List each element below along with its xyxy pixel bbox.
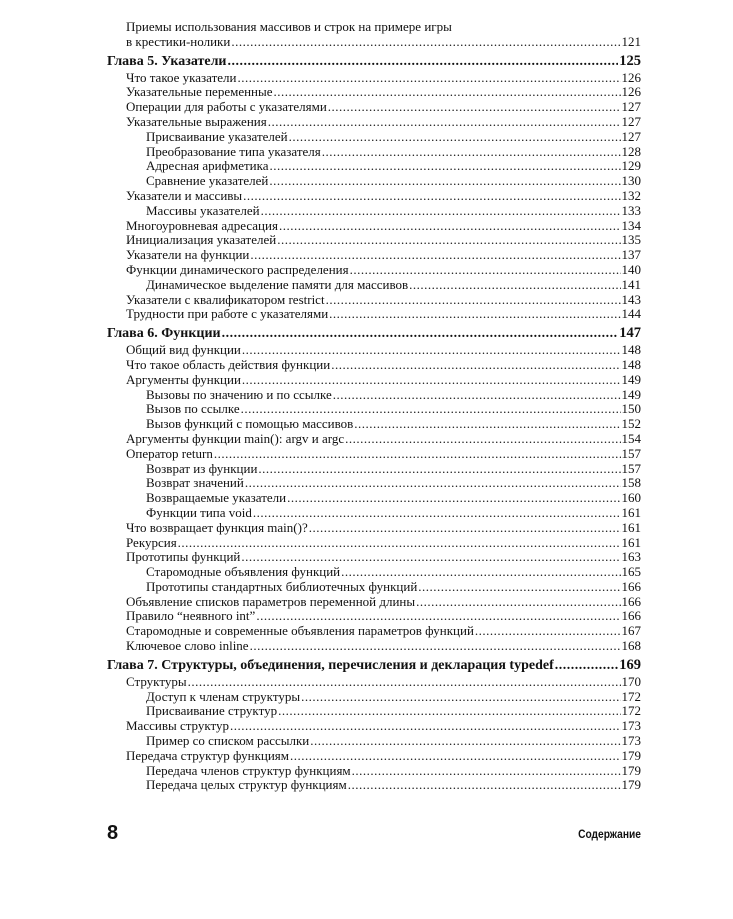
dot-leader xyxy=(258,462,620,477)
toc-entry-title: Указатели с квалификатором restrict xyxy=(126,291,325,307)
toc-entry xyxy=(107,85,641,100)
toc-entry-title: Возврат значений xyxy=(146,475,244,491)
toc-entry-title: Оператор return xyxy=(126,445,213,461)
dot-leader xyxy=(290,749,620,764)
dot-leader xyxy=(241,402,621,417)
toc-page-number: 161 xyxy=(621,519,641,535)
toc-page-number: 129 xyxy=(621,158,641,174)
dot-leader xyxy=(261,204,621,219)
toc-page-number: 172 xyxy=(621,703,641,719)
page-number: 8 xyxy=(107,822,119,844)
toc-page-number: 179 xyxy=(621,777,641,793)
toc-page-number: 148 xyxy=(621,342,641,358)
toc-entry-title: Передача целых структур функциям xyxy=(146,777,347,793)
toc-page-number: 144 xyxy=(621,306,641,322)
dot-leader xyxy=(270,159,621,174)
dot-leader xyxy=(214,447,621,462)
dot-leader xyxy=(230,719,620,734)
dot-leader xyxy=(301,690,620,705)
toc-entry xyxy=(107,521,641,536)
toc-entry xyxy=(107,373,641,388)
toc-page-number: 127 xyxy=(621,113,641,129)
toc-page-number: 158 xyxy=(621,475,641,491)
dot-leader xyxy=(352,764,621,779)
toc-entry-title: Глава 5. Указатели xyxy=(107,53,227,69)
toc-entry xyxy=(107,624,641,639)
toc-entry-title: Операции для работы с указателями xyxy=(126,99,327,115)
toc-entry-title: Общий вид функции xyxy=(126,342,241,358)
toc-page-number: 163 xyxy=(621,549,641,565)
toc-entry xyxy=(107,476,641,491)
toc-page-number: 154 xyxy=(621,430,641,446)
toc-page-number: 173 xyxy=(621,733,641,749)
toc-entry xyxy=(107,358,641,373)
toc-entry xyxy=(107,307,641,322)
toc-entry-title: Вызов функций с помощью массивов xyxy=(146,416,354,432)
toc-entry xyxy=(107,100,641,115)
toc-page-number: 157 xyxy=(621,460,641,476)
toc-entry-title: Передача структур функциям xyxy=(126,747,290,763)
dot-leader xyxy=(245,476,621,491)
toc-entry-title: Трудности при работе с указателями xyxy=(126,306,329,322)
toc-entry xyxy=(107,749,641,764)
toc-entry-title: Старомодные объявления функций xyxy=(146,564,341,580)
toc-entry xyxy=(107,293,641,308)
dot-leader xyxy=(555,657,618,674)
toc-page-number: 127 xyxy=(621,99,641,115)
toc-entry-title: Доступ к членам структуры xyxy=(146,688,301,704)
dot-leader xyxy=(289,130,621,145)
toc-entry-title: Функции динамического распределения xyxy=(126,261,349,277)
toc-entry xyxy=(107,764,641,779)
dot-leader xyxy=(274,85,621,100)
dot-leader xyxy=(354,417,620,432)
toc-page-number: 147 xyxy=(619,325,641,342)
dot-leader xyxy=(278,704,620,719)
toc-entry-title: Указатели на функции xyxy=(126,247,250,263)
toc-page-number: 169 xyxy=(619,656,641,673)
toc-page-number: 150 xyxy=(621,401,641,417)
toc-entry-title-line: Приемы использования массивов и строк на примере игры xyxy=(126,19,452,34)
toc-entry xyxy=(107,432,641,447)
toc-entry xyxy=(107,506,641,521)
toc-entry-title: Объявление списков параметров переменной длины xyxy=(126,593,416,609)
dot-leader xyxy=(287,491,620,506)
toc-page-number: 126 xyxy=(621,84,641,100)
dot-leader xyxy=(269,174,620,189)
toc-entry-title: Что возвращает функция main()? xyxy=(126,519,308,535)
toc-page-number: 126 xyxy=(621,69,641,85)
toc-chapter-entry xyxy=(107,53,641,70)
toc-page-number: 149 xyxy=(621,386,641,402)
toc-entry xyxy=(107,690,641,705)
dot-leader xyxy=(241,550,620,565)
toc-entry-title: Указательные выражения xyxy=(126,113,267,129)
toc-page-number: 121 xyxy=(621,33,641,49)
toc-page-number: 152 xyxy=(621,416,641,432)
dot-leader xyxy=(178,536,621,551)
toc-entry-title: Массивы структур xyxy=(126,718,230,734)
toc-entry-title: Инициализация указателей xyxy=(126,232,277,248)
dot-leader xyxy=(416,595,620,610)
toc-page-number: 134 xyxy=(621,217,641,233)
toc-page-number: 133 xyxy=(621,202,641,218)
toc-entry-title: Вызов по ссылке xyxy=(146,401,240,417)
toc-entry xyxy=(107,447,641,462)
toc-page-number: 167 xyxy=(621,623,641,639)
toc-entry xyxy=(107,462,641,477)
toc-entry-title: Что такое область действия функции xyxy=(126,356,331,372)
toc-page-number: 143 xyxy=(621,291,641,307)
dot-leader xyxy=(238,71,621,86)
dot-leader xyxy=(350,263,621,278)
toc-page-number: 127 xyxy=(621,128,641,144)
toc-entry xyxy=(107,278,641,293)
dot-leader xyxy=(222,325,619,342)
dot-leader xyxy=(256,609,620,624)
toc-page-number: 166 xyxy=(621,593,641,609)
toc-entry xyxy=(107,417,641,432)
toc-entry-title: Функции типа void xyxy=(146,504,252,520)
toc-page-number: 166 xyxy=(621,608,641,624)
toc-entry-title: Динамическое выделение памяти для массивов xyxy=(146,276,409,292)
toc-entry xyxy=(107,248,641,263)
dot-leader xyxy=(250,639,621,654)
toc-page-number: 172 xyxy=(621,688,641,704)
toc-page-number: 170 xyxy=(621,673,641,689)
toc-entry xyxy=(107,130,641,145)
toc-page-number: 148 xyxy=(621,356,641,372)
dot-leader xyxy=(310,734,620,749)
dot-leader xyxy=(326,293,621,308)
table-of-contents xyxy=(107,20,641,793)
toc-page-number: 132 xyxy=(621,187,641,203)
running-footer-title: Содержание xyxy=(578,827,641,841)
toc-entry xyxy=(107,704,641,719)
toc-entry-title: Возврат из функции xyxy=(146,460,258,476)
toc-entry xyxy=(107,536,641,551)
toc-entry xyxy=(107,145,641,160)
toc-page-number: 166 xyxy=(621,578,641,594)
dot-leader xyxy=(268,115,621,130)
dot-leader xyxy=(333,388,621,403)
dot-leader xyxy=(409,278,620,293)
toc-chapter-entry xyxy=(107,657,641,674)
toc-page-number: 130 xyxy=(621,173,641,189)
dot-leader xyxy=(243,189,620,204)
toc-entry-title: Аргументы функции xyxy=(126,371,241,387)
toc-entry xyxy=(107,550,641,565)
toc-entry xyxy=(107,639,641,654)
dot-leader xyxy=(242,343,621,358)
toc-entry-title: Рекурсия xyxy=(126,534,177,550)
toc-page-number: 135 xyxy=(621,232,641,248)
toc-entry-title: Возвращаемые указатели xyxy=(146,490,287,506)
dot-leader xyxy=(475,624,621,639)
toc-page-number: 157 xyxy=(621,445,641,461)
toc-page-number: 161 xyxy=(621,534,641,550)
toc-entry-title: Прототипы функций xyxy=(126,549,241,565)
dot-leader xyxy=(231,35,620,50)
toc-page-number: 160 xyxy=(621,490,641,506)
toc-page-number: 165 xyxy=(621,564,641,580)
toc-entry-title: Массивы указателей xyxy=(146,202,260,218)
toc-entry xyxy=(107,174,641,189)
toc-entry xyxy=(107,219,641,234)
toc-entry-title: Присваивание указателей xyxy=(146,128,288,144)
toc-entry-title: Указатели и массивы xyxy=(126,187,243,203)
toc-entry-title: Сравнение указателей xyxy=(146,173,269,189)
toc-entry-title: Вызовы по значению и по ссылке xyxy=(146,386,332,402)
toc-page-number: 125 xyxy=(619,52,641,69)
toc-entry xyxy=(107,263,641,278)
dot-leader xyxy=(341,565,620,580)
toc-entry-title: Присваивание структур xyxy=(146,703,278,719)
toc-entry xyxy=(107,159,641,174)
toc-page-number: 161 xyxy=(621,504,641,520)
dot-leader xyxy=(242,373,621,388)
toc-entry-title: Передача членов структур функциям xyxy=(146,762,351,778)
toc-entry xyxy=(107,388,641,403)
dot-leader xyxy=(253,506,621,521)
toc-page-number: 149 xyxy=(621,371,641,387)
toc-entry-title: Преобразование типа указателя xyxy=(146,143,321,159)
toc-page-number: 179 xyxy=(621,747,641,763)
toc-entry xyxy=(107,35,641,50)
dot-leader xyxy=(277,233,620,248)
toc-page-number: 168 xyxy=(621,638,641,654)
toc-page-number: 179 xyxy=(621,762,641,778)
toc-entry-title: Глава 6. Функции xyxy=(107,326,221,342)
dot-leader xyxy=(228,53,619,70)
toc-page-number: 137 xyxy=(621,247,641,263)
toc-entry xyxy=(107,204,641,219)
toc-entry xyxy=(107,595,641,610)
toc-entry-title: Структуры xyxy=(126,673,187,689)
dot-leader xyxy=(418,580,620,595)
dot-leader xyxy=(188,675,621,690)
toc-entry xyxy=(107,491,641,506)
toc-entry xyxy=(107,675,641,690)
toc-chapter-entry xyxy=(107,325,641,342)
dot-leader xyxy=(348,778,621,793)
toc-entry xyxy=(107,719,641,734)
toc-entry xyxy=(107,580,641,595)
dot-leader xyxy=(279,219,621,234)
toc-entry-title: Ключевое слово inline xyxy=(126,638,249,654)
toc-entry-title: Аргументы функции main(): argv и argc xyxy=(126,430,345,446)
toc-entry xyxy=(107,115,641,130)
toc-entry-title: Многоуровневая адресация xyxy=(126,217,278,233)
toc-entry xyxy=(107,565,641,580)
toc-entry-title: Прототипы стандартных библиотечных функций xyxy=(146,578,418,594)
dot-leader xyxy=(329,307,620,322)
dot-leader xyxy=(250,248,620,263)
toc-entry-title: Правило “неявного int” xyxy=(126,608,256,624)
toc-page-number: 173 xyxy=(621,718,641,734)
dot-leader xyxy=(345,432,620,447)
toc-entry-title: Указательные переменные xyxy=(126,84,273,100)
toc-entry xyxy=(107,233,641,248)
toc-entry xyxy=(107,189,641,204)
toc-entry-title: Пример со списком рассылки xyxy=(146,733,310,749)
toc-entry xyxy=(107,71,641,86)
dot-leader xyxy=(322,145,621,160)
toc-entry-title: Адресная арифметика xyxy=(146,158,269,174)
toc-entry xyxy=(107,778,641,793)
toc-entry xyxy=(107,734,641,749)
toc-entry-title: Старомодные и современные объявления параметров функций xyxy=(126,623,474,639)
toc-entry-title: Что такое указатели xyxy=(126,69,237,85)
toc-entry-title: Глава 7. Структуры, объединения, перечисления и декларация typedef xyxy=(107,657,554,673)
dot-leader xyxy=(309,521,621,536)
toc-entry xyxy=(107,609,641,624)
toc-entry xyxy=(107,402,641,417)
toc-page-number: 140 xyxy=(621,261,641,277)
toc-page-number: 141 xyxy=(621,276,641,292)
dot-leader xyxy=(328,100,621,115)
toc-entry-title: в крестики-нолики xyxy=(126,33,231,49)
toc-page-number: 128 xyxy=(621,143,641,159)
dot-leader xyxy=(331,358,620,373)
toc-entry xyxy=(107,343,641,358)
